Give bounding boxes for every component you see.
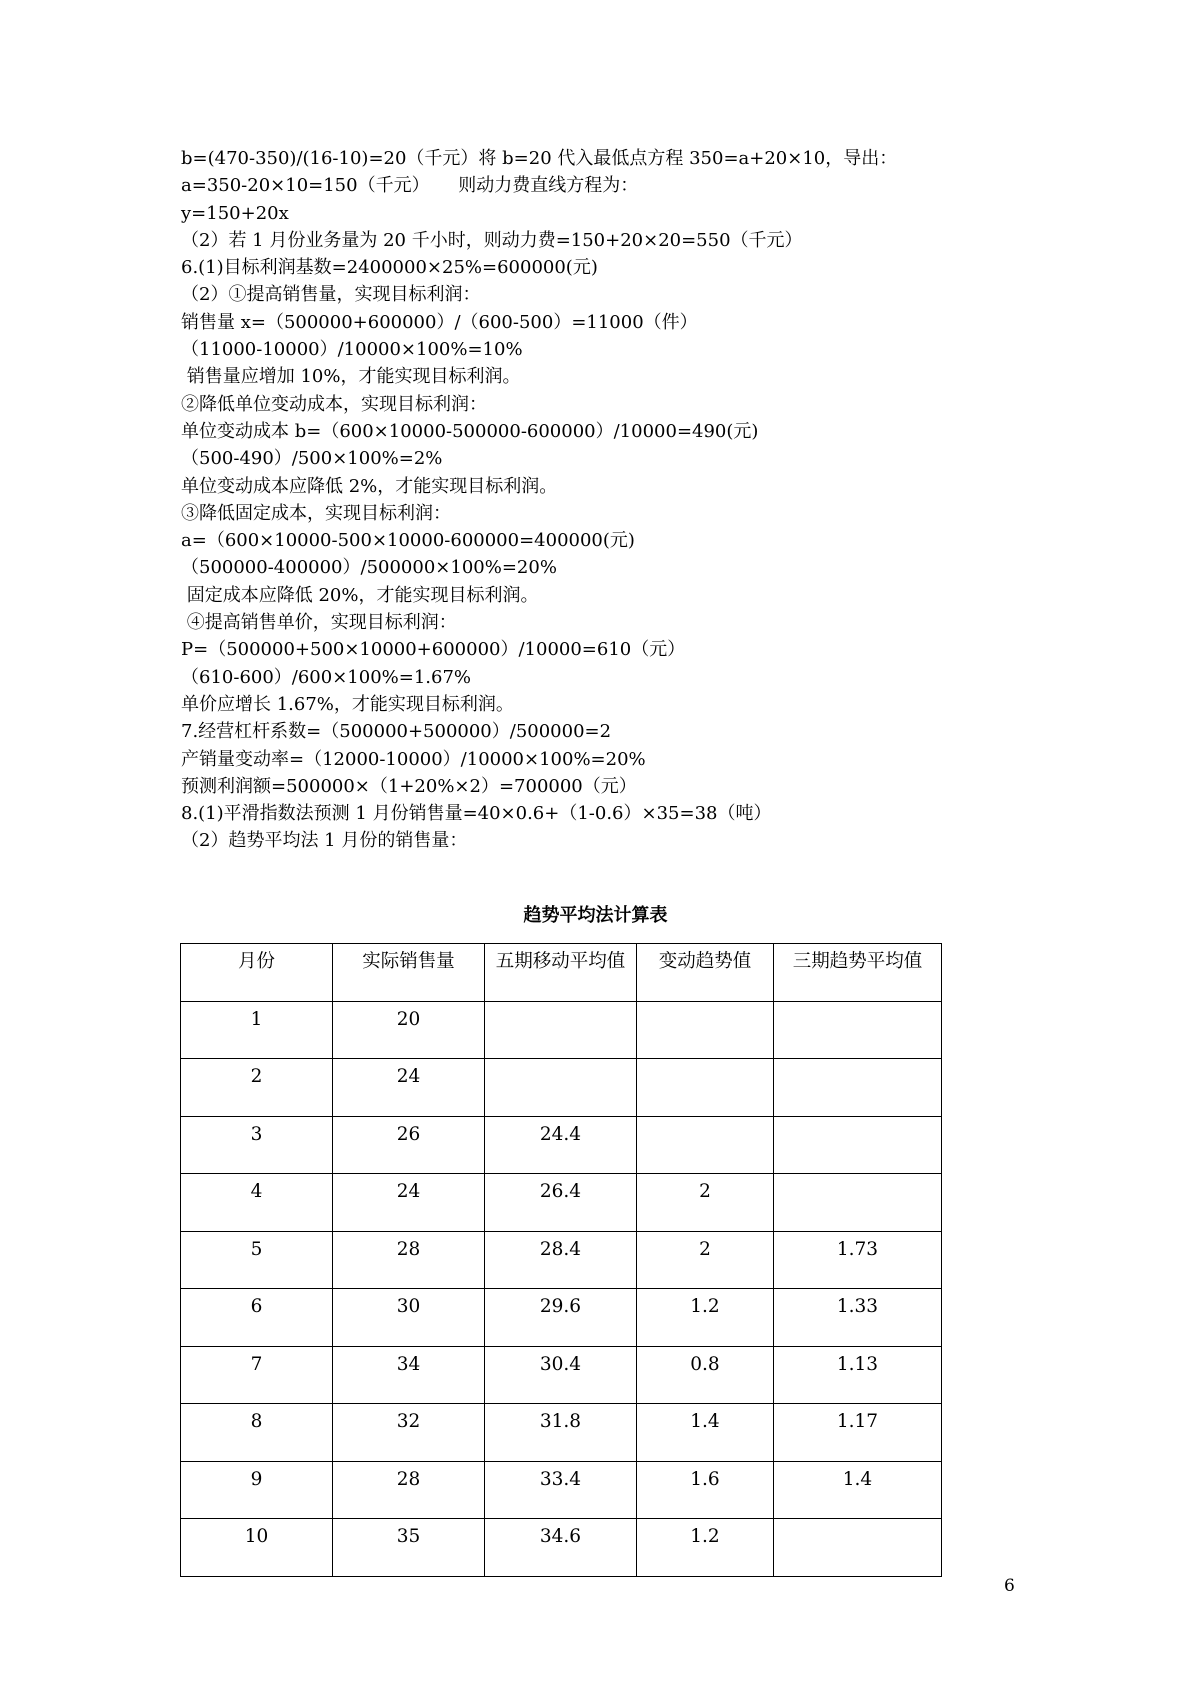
table-cell: 1.2 — [637, 1289, 774, 1347]
table-row — [181, 1116, 942, 1174]
table-cell: 0.8 — [637, 1346, 774, 1404]
column-header: 变动趋势值 — [637, 944, 774, 1002]
column-header: 月份 — [181, 944, 333, 1002]
text-line: 产销量变动率=（12000-10000）/10000×100%=20% — [181, 748, 646, 770]
text-line: b=(470-350)/(16-10)=20（千元）将 b=20 代入最低点方程 350=a+20×10，导出： — [181, 148, 898, 169]
text-line: 销售量 x=（500000+600000）/（600-500）=11000（件） — [181, 311, 698, 333]
table-cell: 1.17 — [774, 1404, 942, 1462]
table-cell: 33.4 — [485, 1461, 637, 1519]
solution-text — [181, 145, 1001, 855]
table-row — [181, 1404, 942, 1462]
page-number: 6 — [1004, 1576, 1015, 1596]
table-cell: 30 — [333, 1289, 485, 1347]
text-line: 6.(1)目标利润基数=2400000×25%=600000(元) — [181, 257, 598, 279]
table-cell: 1.6 — [637, 1461, 774, 1519]
table-cell: 1.33 — [774, 1289, 942, 1347]
text-line: （500000-400000）/500000×100%=20% — [181, 557, 557, 579]
table-cell: 24 — [333, 1174, 485, 1232]
text-line: 预测利润额=500000×（1+20%×2）=700000（元） — [181, 775, 637, 797]
table-cell: 1.4 — [774, 1461, 942, 1519]
table-cell: 8 — [181, 1404, 333, 1462]
text-line: P=（500000+500×10000+600000）/10000=610（元） — [181, 639, 686, 661]
table-cell — [774, 1059, 942, 1117]
table-row — [181, 1289, 942, 1347]
table-row — [181, 1461, 942, 1519]
table-cell — [637, 1001, 774, 1059]
text-line: a=（600×10000-500×10000-600000=400000(元) — [181, 530, 635, 552]
table-cell: 1.73 — [774, 1231, 942, 1289]
table-cell: 35 — [333, 1519, 485, 1577]
text-line: 销售量应增加 10%，才能实现目标利润。 — [181, 366, 521, 388]
table-cell: 2 — [637, 1231, 774, 1289]
table-cell: 28 — [333, 1461, 485, 1519]
table-cell: 26 — [333, 1116, 485, 1174]
table-cell: 28 — [333, 1231, 485, 1289]
table-row — [181, 1519, 942, 1577]
table-cell — [485, 1059, 637, 1117]
table-cell: 1.2 — [637, 1519, 774, 1577]
text-line: ②降低单位变动成本，实现目标利润： — [181, 393, 487, 415]
table-cell — [485, 1001, 637, 1059]
table-cell: 26.4 — [485, 1174, 637, 1232]
table-row — [181, 1059, 942, 1117]
table-cell: 3 — [181, 1116, 333, 1174]
table-cell — [774, 1174, 942, 1232]
text-line: ④提高销售单价，实现目标利润： — [181, 612, 457, 634]
text-line: a=350-20×10=150（千元） 则动力费直线方程为： — [181, 175, 639, 197]
text-line: （11000-10000）/10000×100%=10% — [181, 339, 523, 361]
text-line: 单价应增长 1.67%，才能实现目标利润。 — [181, 693, 514, 715]
table-cell: 7 — [181, 1346, 333, 1404]
text-line: 7.经营杠杆系数=（500000+500000）/500000=2 — [181, 721, 612, 743]
table-cell: 1.13 — [774, 1346, 942, 1404]
table-cell: 31.8 — [485, 1404, 637, 1462]
table-cell: 6 — [181, 1289, 333, 1347]
table-cell — [637, 1059, 774, 1117]
table-cell: 20 — [333, 1001, 485, 1059]
table-cell: 32 — [333, 1404, 485, 1462]
table-row — [181, 1346, 942, 1404]
table-cell: 28.4 — [485, 1231, 637, 1289]
text-line: （2）若 1 月份业务量为 20 千小时，则动力费=150+20×20=550（千元） — [181, 229, 803, 251]
text-line: （2）①提高销售量，实现目标利润： — [181, 284, 481, 306]
text-line: y=150+20x — [181, 202, 289, 224]
text-line: （610-600）/600×100%=1.67% — [181, 666, 472, 688]
text-line: 固定成本应降低 20%，才能实现目标利润。 — [181, 584, 539, 606]
table-title: 趋势平均法计算表 — [523, 905, 668, 926]
table-cell — [637, 1116, 774, 1174]
table-cell: 34 — [333, 1346, 485, 1404]
text-line: （2）趋势平均法 1 月份的销售量： — [181, 830, 468, 852]
table-cell: 9 — [181, 1461, 333, 1519]
table-cell: 1 — [181, 1001, 333, 1059]
column-header: 三期趋势平均值 — [774, 944, 942, 1002]
text-line: （500-490）/500×100%=2% — [181, 448, 443, 470]
table-cell — [774, 1519, 942, 1577]
table-cell: 4 — [181, 1174, 333, 1232]
table-header-row — [181, 944, 942, 1002]
table-cell: 34.6 — [485, 1519, 637, 1577]
table-cell: 29.6 — [485, 1289, 637, 1347]
column-header: 实际销售量 — [333, 944, 485, 1002]
table-row — [181, 1001, 942, 1059]
table-cell — [774, 1001, 942, 1059]
table-cell: 5 — [181, 1231, 333, 1289]
table-cell: 10 — [181, 1519, 333, 1577]
column-header: 五期移动平均值 — [485, 944, 637, 1002]
text-line: 单位变动成本应降低 2%，才能实现目标利润。 — [181, 475, 558, 497]
table-cell: 30.4 — [485, 1346, 637, 1404]
table-row — [181, 1231, 942, 1289]
text-line: 8.(1)平滑指数法预测 1 月份销售量=40×0.6+（1-0.6）×35=38（吨） — [181, 803, 772, 825]
table-cell: 2 — [181, 1059, 333, 1117]
table-cell: 24.4 — [485, 1116, 637, 1174]
table-body — [181, 1001, 942, 1576]
text-line: 单位变动成本 b=（600×10000-500000-600000）/10000=490(元) — [181, 420, 759, 442]
text-line: ③降低固定成本，实现目标利润： — [181, 502, 451, 524]
table-cell: 1.4 — [637, 1404, 774, 1462]
trend-average-table — [180, 943, 942, 1577]
table-cell: 24 — [333, 1059, 485, 1117]
table-row — [181, 1174, 942, 1232]
table-cell — [774, 1116, 942, 1174]
table-cell: 2 — [637, 1174, 774, 1232]
